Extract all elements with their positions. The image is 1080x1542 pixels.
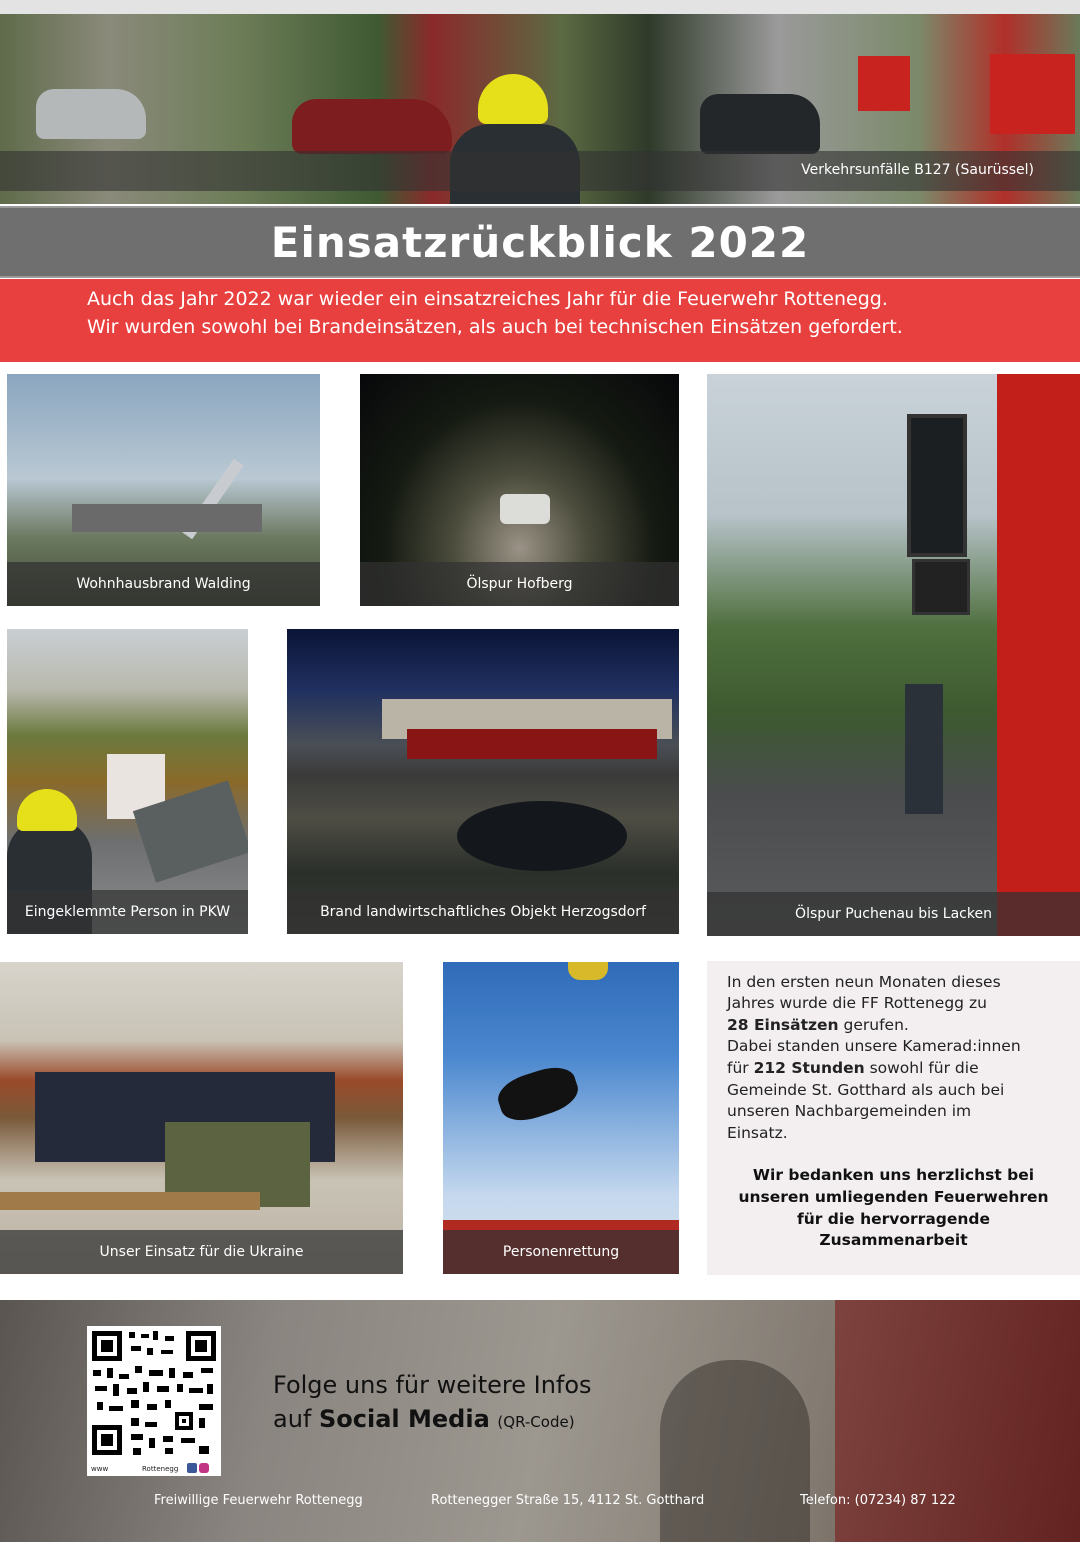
stats-text: sowohl für die bbox=[864, 1059, 979, 1077]
photo-caption: Ölspur Puchenau bis Lacken bbox=[707, 892, 1080, 936]
header-photo bbox=[0, 14, 1080, 204]
social-media-label: Social Media bbox=[319, 1405, 490, 1433]
instagram-icon bbox=[199, 1463, 209, 1473]
photo-brand-herzogsdorf bbox=[287, 629, 679, 934]
title-bar bbox=[0, 206, 1080, 278]
thanks-text: für die hervorragende bbox=[796, 1210, 991, 1228]
stats-text: Jahres wurde die FF Rottenegg zu bbox=[727, 994, 987, 1012]
photo-wohnhausbrand bbox=[7, 374, 320, 606]
qr-label: Rottenegg bbox=[142, 1465, 179, 1473]
photo-caption: Unser Einsatz für die Ukraine bbox=[0, 1230, 403, 1274]
stats-box bbox=[707, 961, 1080, 1275]
header-photo-caption: Verkehrsunfälle B127 (Saurüssel) bbox=[801, 162, 1034, 178]
follow-text: auf bbox=[273, 1405, 319, 1433]
facebook-icon bbox=[187, 1463, 197, 1473]
photo-personenrettung bbox=[443, 962, 679, 1274]
footer-address: Rottenegger Straße 15, 4112 St. Gotthard bbox=[431, 1493, 705, 1508]
thanks-text: Zusammenarbeit bbox=[819, 1231, 968, 1249]
photo-caption: Wohnhausbrand Walding bbox=[7, 562, 320, 606]
stats-hours bbox=[727, 1059, 979, 1077]
stats-text: gerufen. bbox=[838, 1016, 909, 1034]
thanks-text: Wir bedanken uns herzlichst bei bbox=[752, 1166, 1035, 1184]
stats-count-value: 28 Einsätzen bbox=[727, 1016, 839, 1034]
page-title: Einsatzrückblick 2022 bbox=[270, 217, 810, 267]
stats-text: In den ersten neun Monaten dieses bbox=[727, 973, 1001, 991]
qr-hint: (QR-Code) bbox=[497, 1413, 575, 1431]
footer-org: Freiwillige Feuerwehr Rottenegg bbox=[154, 1493, 363, 1508]
intro-line: Wir wurden sowohl bei Brandeinsätzen, als auch bei technischen Einsätzen gefordert. bbox=[87, 316, 903, 338]
intro-line: Auch das Jahr 2022 war wieder ein einsatzreiches Jahr für die Feuerwehr Rottenegg. bbox=[87, 288, 888, 310]
top-strip bbox=[0, 0, 1080, 14]
photo-oelspur-hofberg bbox=[360, 374, 679, 606]
intro-banner bbox=[0, 279, 1080, 362]
photo-eingeklemmte-person bbox=[7, 629, 248, 934]
stats-text: Einsatz. bbox=[727, 1124, 788, 1142]
photo-caption: Brand landwirtschaftliches Objekt Herzogsdorf bbox=[287, 890, 679, 934]
stats-text: unseren Nachbargemeinden im bbox=[727, 1102, 972, 1120]
photo-caption: Personenrettung bbox=[443, 1230, 679, 1274]
stats-text: Gemeinde St. Gotthard als auch bei bbox=[727, 1081, 1005, 1099]
stats-count bbox=[727, 1016, 909, 1034]
stats-text: für bbox=[727, 1059, 754, 1077]
follow-line bbox=[273, 1405, 575, 1433]
stats-text: Dabei standen unsere Kamerad:innen bbox=[727, 1037, 1021, 1055]
photo-caption: Ölspur Hofberg bbox=[360, 562, 679, 606]
follow-line: Folge uns für weitere Infos bbox=[273, 1371, 592, 1399]
photo-oelspur-puchenau bbox=[707, 374, 1080, 936]
qr-label: www bbox=[91, 1465, 109, 1473]
thanks-text: unseren umliegenden Feuerwehren bbox=[738, 1188, 1049, 1206]
photo-caption: Eingeklemmte Person in PKW bbox=[7, 890, 248, 934]
photo-ukraine bbox=[0, 962, 403, 1274]
stats-hours-value: 212 Stunden bbox=[753, 1059, 865, 1077]
footer-phone: Telefon: (07234) 87 122 bbox=[800, 1493, 956, 1508]
qr-code-graphic bbox=[87, 1326, 221, 1476]
qr-code[interactable] bbox=[87, 1326, 221, 1476]
